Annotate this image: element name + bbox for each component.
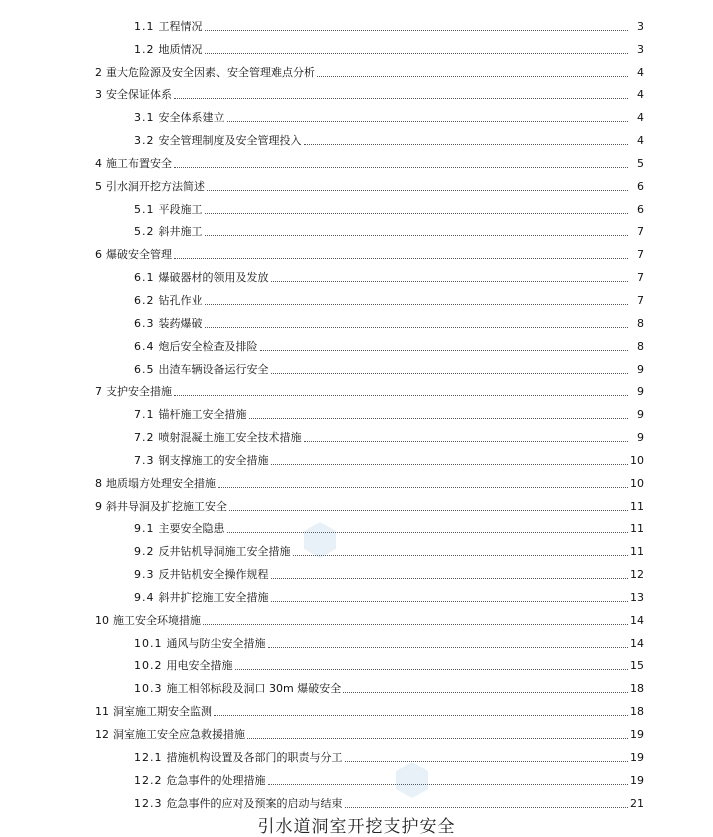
toc-entry-title: 工程情况 <box>158 19 203 33</box>
toc-entry-title: 引水洞开挖方法简述 <box>106 179 205 193</box>
toc-entry-page: 9 <box>637 408 644 422</box>
toc-leader-dots <box>205 213 629 214</box>
watermark-icon <box>392 760 432 800</box>
toc-entry-title: 装药爆破 <box>158 316 203 330</box>
toc-entry[interactable] <box>0 102 713 125</box>
toc-entry-number: 7.1 <box>134 408 155 422</box>
toc-entry-page: 6 <box>637 202 644 216</box>
toc-entry-number: 9.1 <box>134 522 155 536</box>
toc-entry-page: 14 <box>630 613 644 627</box>
toc-entry-page: 7 <box>637 248 644 262</box>
toc-entry-title: 钻孔作业 <box>158 293 203 307</box>
toc-entry-title: 斜井施工 <box>158 225 203 239</box>
toc-entry-number: 5.2 <box>134 225 155 239</box>
toc-leader-dots <box>268 784 629 785</box>
toc-entry[interactable] <box>0 11 713 34</box>
toc-entry-title: 施工相邻标段及洞口 30m 爆破安全 <box>166 682 342 696</box>
toc-entry-page: 4 <box>637 65 644 79</box>
toc-entry-number: 7.3 <box>134 453 155 467</box>
toc-leader-dots <box>304 144 629 145</box>
toc-entry-title: 钢支撑施工的安全措施 <box>158 453 269 467</box>
toc-entry[interactable] <box>0 125 713 148</box>
toc-entry-number: 6.2 <box>134 293 155 307</box>
toc-entry[interactable] <box>0 377 713 400</box>
page-footer-title: 引水道洞室开挖支护安全 <box>257 817 456 837</box>
toc-entry-page: 12 <box>630 568 644 582</box>
toc-entry[interactable] <box>0 491 713 514</box>
toc-leader-dots <box>174 258 628 259</box>
toc-entry-number: 5 <box>95 179 102 193</box>
toc-entry-number: 7 <box>95 385 102 399</box>
toc-entry[interactable] <box>0 148 713 171</box>
toc-leader-dots <box>227 121 629 122</box>
toc-entry-number: 9.2 <box>134 545 155 559</box>
toc-entry-page: 9 <box>637 362 644 376</box>
toc-entry-title: 爆破安全管理 <box>106 248 172 262</box>
toc-leader-dots <box>247 738 628 739</box>
toc-entry-title: 安全管理制度及安全管理投入 <box>158 134 302 148</box>
toc-entry[interactable] <box>0 696 713 719</box>
toc-entry-number: 1.1 <box>134 19 155 33</box>
toc-entry-page: 10 <box>630 476 644 490</box>
toc-entry-title: 危急事件的应对及预案的启动与结束 <box>166 796 343 810</box>
toc-entry-page: 19 <box>630 750 644 764</box>
toc-entry-number: 10.3 <box>134 682 163 696</box>
toc-leader-dots <box>317 76 628 77</box>
toc-entry-page: 10 <box>630 453 644 467</box>
toc-entry-number: 10 <box>95 613 109 627</box>
toc-entry-page: 18 <box>630 682 644 696</box>
toc-leader-dots <box>343 692 628 693</box>
toc-entry[interactable] <box>0 536 713 559</box>
toc-entry-page: 11 <box>630 499 644 513</box>
toc-leader-dots <box>260 350 629 351</box>
toc-entry-title: 安全保证体系 <box>106 88 172 102</box>
toc-entry-page: 4 <box>637 134 644 148</box>
toc-entry-title: 平段施工 <box>158 202 203 216</box>
toc-entry-number: 1.2 <box>134 42 155 56</box>
toc-leader-dots <box>345 761 629 762</box>
toc-entry[interactable] <box>0 262 713 285</box>
toc-entry-number: 12.3 <box>134 796 163 810</box>
toc-leader-dots <box>271 464 629 465</box>
toc-entry-title: 锚杆施工安全措施 <box>158 408 247 422</box>
toc-entry-title: 炮后安全检查及排险 <box>158 339 258 353</box>
toc-entry-title: 重大危险源及安全因素、安全管理难点分析 <box>106 65 315 79</box>
toc-entry[interactable] <box>0 217 713 240</box>
toc-entry[interactable] <box>0 514 713 537</box>
toc-entry-page: 9 <box>637 431 644 445</box>
toc-leader-dots <box>345 807 629 808</box>
toc-entry-page: 3 <box>637 19 644 33</box>
toc-entry-number: 10.1 <box>134 636 163 650</box>
toc-entry-page: 7 <box>637 271 644 285</box>
toc-entry[interactable] <box>0 194 713 217</box>
toc-leader-dots <box>304 441 629 442</box>
toc-entry-number: 3 <box>95 88 102 102</box>
toc-entry[interactable] <box>0 445 713 468</box>
toc-entry-title: 出渣车辆设备运行安全 <box>158 362 269 376</box>
toc-entry[interactable] <box>0 605 713 628</box>
toc-entry-page: 9 <box>637 385 644 399</box>
toc-entry-number: 7.2 <box>134 431 155 445</box>
toc-entry-number: 8 <box>95 476 102 490</box>
toc-entry-title: 安全体系建立 <box>158 111 225 125</box>
toc-entry-title: 用电安全措施 <box>166 659 233 673</box>
toc-leader-dots <box>271 373 629 374</box>
toc-entry-number: 3.1 <box>134 111 155 125</box>
toc-entry-number: 6.5 <box>134 362 155 376</box>
toc-leader-dots <box>214 715 628 716</box>
toc-entry-title: 地质情况 <box>158 42 203 56</box>
toc-leader-dots <box>205 235 629 236</box>
toc-entry-number: 9 <box>95 499 102 513</box>
toc-entry-title: 洞室施工安全应急救援措施 <box>113 728 245 741</box>
toc-entry-number: 6.1 <box>134 271 155 285</box>
toc-entry-page: 6 <box>637 179 644 193</box>
toc-entry[interactable] <box>0 354 713 377</box>
toc-entry[interactable] <box>0 651 713 674</box>
toc-leader-dots <box>174 395 628 396</box>
toc-entry-number: 12.1 <box>134 750 163 764</box>
toc-leader-dots <box>293 555 629 556</box>
toc-entry[interactable] <box>0 308 713 331</box>
toc-leader-dots <box>268 647 629 648</box>
toc-entry-title: 喷射混凝土施工安全技术措施 <box>158 431 302 445</box>
toc-entry[interactable] <box>0 399 713 422</box>
toc-leader-dots <box>229 510 628 511</box>
toc-entry-page: 18 <box>630 705 644 719</box>
toc-entry-number: 3.2 <box>134 134 155 148</box>
watermark-icon <box>300 520 340 560</box>
toc-entry[interactable] <box>0 285 713 308</box>
toc-leader-dots <box>174 167 628 168</box>
toc-entry-number: 11 <box>95 705 109 719</box>
toc-entry[interactable] <box>0 171 713 194</box>
toc-entry-number: 10.2 <box>134 659 163 673</box>
toc-leader-dots <box>205 30 629 31</box>
toc-entry-title: 主要安全隐患 <box>158 522 225 536</box>
toc-entry[interactable] <box>0 331 713 354</box>
toc-leader-dots <box>271 281 629 282</box>
toc-entry-number: 12.2 <box>134 773 163 787</box>
toc-entry-page: 14 <box>630 636 644 650</box>
toc-entry-title: 施工布置安全 <box>106 156 172 170</box>
toc-entry-title: 措施机构设置及各部门的职责与分工 <box>166 750 343 764</box>
toc-entry-number: 12 <box>95 728 109 741</box>
toc-entry-number: 6 <box>95 248 102 262</box>
toc-leader-dots <box>203 624 628 625</box>
toc-entry-title: 斜井导洞及扩挖施工安全 <box>106 499 227 513</box>
toc-entry-title: 反井钻机导洞施工安全措施 <box>158 545 291 559</box>
toc-entry-number: 5.1 <box>134 202 155 216</box>
toc-entry-page: 8 <box>637 339 644 353</box>
toc-entry[interactable] <box>0 239 713 262</box>
table-of-contents <box>0 11 713 811</box>
toc-entry[interactable] <box>0 788 713 811</box>
toc-entry-page: 11 <box>630 522 644 536</box>
toc-leader-dots <box>205 53 629 54</box>
toc-entry[interactable] <box>0 57 713 80</box>
toc-entry-number: 9.4 <box>134 590 155 604</box>
toc-entry-title: 通风与防尘安全措施 <box>166 636 266 650</box>
toc-entry-number: 9.3 <box>134 568 155 582</box>
toc-entry-number: 6.4 <box>134 339 155 353</box>
toc-entry[interactable] <box>0 742 713 765</box>
toc-entry-page: 3 <box>637 42 644 56</box>
toc-entry-page: 15 <box>630 659 644 673</box>
toc-entry-title: 反井钻机安全操作规程 <box>158 568 269 582</box>
toc-entry-number: 4 <box>95 156 102 170</box>
toc-entry-title: 施工安全环境措施 <box>113 613 201 627</box>
toc-leader-dots <box>227 532 629 533</box>
toc-entry[interactable] <box>0 765 713 788</box>
toc-entry[interactable] <box>0 422 713 445</box>
toc-leader-dots <box>207 190 628 191</box>
toc-entry-title: 危急事件的处理措施 <box>166 773 266 787</box>
toc-entry-title: 洞室施工期安全监测 <box>113 705 212 719</box>
toc-entry[interactable] <box>0 34 713 57</box>
toc-entry-title: 地质塌方处理安全措施 <box>106 476 216 490</box>
toc-entry-page: 19 <box>630 728 644 741</box>
toc-entry-number: 2 <box>95 65 102 79</box>
toc-entry-title: 斜井扩挖施工安全措施 <box>158 590 269 604</box>
toc-entry-page: 4 <box>637 88 644 102</box>
toc-entry[interactable] <box>0 628 713 651</box>
toc-entry-number: 6.3 <box>134 316 155 330</box>
toc-entry-page: 5 <box>637 156 644 170</box>
toc-leader-dots <box>174 98 628 99</box>
toc-entry[interactable] <box>0 582 713 605</box>
toc-entry-page: 4 <box>637 111 644 125</box>
toc-entry-page: 11 <box>630 545 644 559</box>
toc-entry[interactable] <box>0 719 713 742</box>
toc-leader-dots <box>205 327 629 328</box>
toc-leader-dots <box>205 304 629 305</box>
toc-entry-page: 7 <box>637 225 644 239</box>
toc-entry-page: 13 <box>630 590 644 604</box>
toc-entry[interactable] <box>0 80 713 103</box>
toc-leader-dots <box>271 601 629 602</box>
toc-entry-title: 爆破器材的领用及发放 <box>158 271 269 285</box>
toc-entry[interactable] <box>0 468 713 491</box>
toc-entry[interactable] <box>0 559 713 582</box>
toc-leader-dots <box>271 578 629 579</box>
toc-entry-page: 7 <box>637 293 644 307</box>
toc-entry[interactable] <box>0 673 713 696</box>
toc-entry-title: 支护安全措施 <box>106 385 172 399</box>
toc-leader-dots <box>235 669 629 670</box>
toc-leader-dots <box>249 418 629 419</box>
toc-entry-page: 19 <box>630 773 644 787</box>
toc-entry-page: 21 <box>630 796 644 810</box>
toc-entry-page: 8 <box>637 316 644 330</box>
toc-leader-dots <box>218 487 628 488</box>
